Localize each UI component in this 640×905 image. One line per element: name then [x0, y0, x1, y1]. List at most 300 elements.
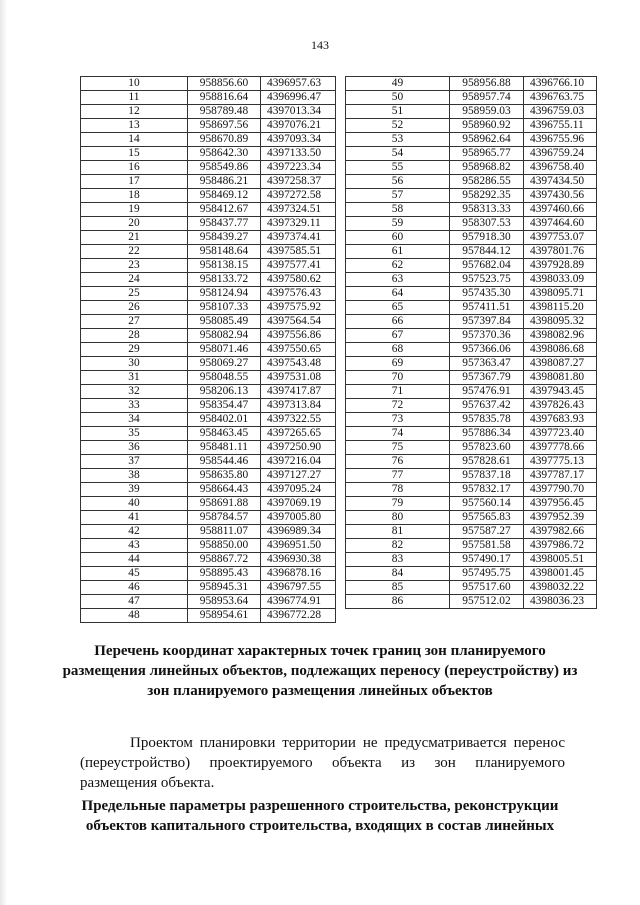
x-coordinate-cell: 957837.18 [450, 469, 524, 483]
x-coordinate-cell: 958148.64 [188, 245, 261, 259]
y-coordinate-cell: 4397543.48 [261, 357, 336, 371]
point-number-cell: 85 [346, 581, 450, 595]
x-coordinate-cell: 957828.61 [450, 455, 524, 469]
table-row [346, 315, 597, 329]
table-row [346, 581, 597, 595]
point-number-cell: 74 [346, 427, 450, 441]
y-coordinate-cell: 4397580.62 [261, 273, 336, 287]
point-number-cell: 55 [346, 161, 450, 175]
point-number-cell: 12 [81, 105, 188, 119]
table-row [81, 455, 336, 469]
y-coordinate-cell: 4396766.10 [524, 77, 597, 91]
table-row [346, 427, 597, 441]
table-row [346, 399, 597, 413]
y-coordinate-cell: 4396878.16 [261, 567, 336, 581]
point-number-cell: 15 [81, 147, 188, 161]
y-coordinate-cell: 4398032.22 [524, 581, 597, 595]
x-coordinate-cell: 957560.14 [450, 497, 524, 511]
x-coordinate-cell: 958082.94 [188, 329, 261, 343]
point-number-cell: 45 [81, 567, 188, 581]
table-row [346, 203, 597, 217]
point-number-cell: 53 [346, 133, 450, 147]
point-number-cell: 72 [346, 399, 450, 413]
y-coordinate-cell: 4397556.86 [261, 329, 336, 343]
x-coordinate-cell: 958960.92 [450, 119, 524, 133]
body-paragraph: Проектом планировки территории не предусматривается перенос (переустройство) проектируемого объекта из зон планируемого размещения объекта. [80, 735, 565, 791]
point-number-cell: 79 [346, 497, 450, 511]
point-number-cell: 49 [346, 77, 450, 91]
y-coordinate-cell: 4397434.50 [524, 175, 597, 189]
y-coordinate-cell: 4397982.66 [524, 525, 597, 539]
y-coordinate-cell: 4397585.51 [261, 245, 336, 259]
table-row [81, 567, 336, 581]
y-coordinate-cell: 4396755.96 [524, 133, 597, 147]
y-coordinate-cell: 4397417.87 [261, 385, 336, 399]
point-number-cell: 10 [81, 77, 188, 91]
x-coordinate-cell: 958138.15 [188, 259, 261, 273]
point-number-cell: 59 [346, 217, 450, 231]
table-row [81, 483, 336, 497]
table-row [346, 553, 597, 567]
x-coordinate-cell: 958048.55 [188, 371, 261, 385]
point-number-cell: 64 [346, 287, 450, 301]
y-coordinate-cell: 4397564.54 [261, 315, 336, 329]
table-row [81, 371, 336, 385]
x-coordinate-cell: 958691.88 [188, 497, 261, 511]
table-row [346, 525, 597, 539]
y-coordinate-cell: 4396989.34 [261, 525, 336, 539]
point-number-cell: 73 [346, 413, 450, 427]
point-number-cell: 77 [346, 469, 450, 483]
table-row [81, 357, 336, 371]
table-row [346, 497, 597, 511]
x-coordinate-cell: 958816.64 [188, 91, 261, 105]
table-row [81, 231, 336, 245]
x-coordinate-cell: 957523.75 [450, 273, 524, 287]
x-coordinate-cell: 957366.06 [450, 343, 524, 357]
y-coordinate-cell: 4398095.71 [524, 287, 597, 301]
point-number-cell: 16 [81, 161, 188, 175]
y-coordinate-cell: 4396957.63 [261, 77, 336, 91]
table-row [346, 357, 597, 371]
x-coordinate-cell: 957411.51 [450, 301, 524, 315]
table-row [81, 553, 336, 567]
x-coordinate-cell: 958811.07 [188, 525, 261, 539]
x-coordinate-cell: 957367.79 [450, 371, 524, 385]
table-row [346, 483, 597, 497]
table-row [81, 203, 336, 217]
y-coordinate-cell: 4397943.45 [524, 385, 597, 399]
y-coordinate-cell: 4397952.39 [524, 511, 597, 525]
y-coordinate-cell: 4397329.11 [261, 217, 336, 231]
y-coordinate-cell: 4397576.43 [261, 287, 336, 301]
table-row [81, 329, 336, 343]
page-edge-shadow [0, 0, 7, 905]
point-number-cell: 76 [346, 455, 450, 469]
table-row [81, 441, 336, 455]
y-coordinate-cell: 4398082.96 [524, 329, 597, 343]
x-coordinate-cell: 958071.46 [188, 343, 261, 357]
point-number-cell: 17 [81, 175, 188, 189]
table-row [81, 525, 336, 539]
point-number-cell: 75 [346, 441, 450, 455]
x-coordinate-cell: 957832.17 [450, 483, 524, 497]
table-row [346, 441, 597, 455]
point-number-cell: 69 [346, 357, 450, 371]
point-number-cell: 50 [346, 91, 450, 105]
point-number-cell: 18 [81, 189, 188, 203]
table-row [81, 315, 336, 329]
x-coordinate-cell: 958286.55 [450, 175, 524, 189]
y-coordinate-cell: 4397322.55 [261, 413, 336, 427]
table-row [81, 91, 336, 105]
y-coordinate-cell: 4398095.32 [524, 315, 597, 329]
point-number-cell: 32 [81, 385, 188, 399]
x-coordinate-cell: 957835.78 [450, 413, 524, 427]
x-coordinate-cell: 958867.72 [188, 553, 261, 567]
point-number-cell: 46 [81, 581, 188, 595]
x-coordinate-cell: 958313.33 [450, 203, 524, 217]
x-coordinate-cell: 958412.67 [188, 203, 261, 217]
table-row [81, 595, 336, 609]
point-number-cell: 19 [81, 203, 188, 217]
limits-heading: Предельные параметры разрешенного строительства, реконструкции объектов капитального строительства, входящих в состав линейных [81, 798, 559, 834]
y-coordinate-cell: 4398087.27 [524, 357, 597, 371]
x-coordinate-cell: 958402.01 [188, 413, 261, 427]
table-row [346, 413, 597, 427]
table-row [81, 511, 336, 525]
point-number-cell: 86 [346, 595, 450, 609]
point-number-cell: 54 [346, 147, 450, 161]
point-number-cell: 42 [81, 525, 188, 539]
point-number-cell: 61 [346, 245, 450, 259]
table-row [81, 385, 336, 399]
table-row [346, 133, 597, 147]
point-number-cell: 39 [81, 483, 188, 497]
x-coordinate-cell: 957435.30 [450, 287, 524, 301]
table-row [81, 105, 336, 119]
x-coordinate-cell: 958697.56 [188, 119, 261, 133]
x-coordinate-cell: 958481.11 [188, 441, 261, 455]
table-row [81, 77, 336, 91]
table-row [81, 217, 336, 231]
x-coordinate-cell: 958959.03 [450, 105, 524, 119]
table-row [346, 189, 597, 203]
table-row [81, 399, 336, 413]
x-coordinate-cell: 958307.53 [450, 217, 524, 231]
x-coordinate-cell: 958957.74 [450, 91, 524, 105]
table-row [346, 161, 597, 175]
table-row [346, 91, 597, 105]
y-coordinate-cell: 4398005.51 [524, 553, 597, 567]
y-coordinate-cell: 4396763.75 [524, 91, 597, 105]
table-row [346, 273, 597, 287]
y-coordinate-cell: 4397069.19 [261, 497, 336, 511]
x-coordinate-cell: 957682.04 [450, 259, 524, 273]
table-row [346, 511, 597, 525]
x-coordinate-cell: 958856.60 [188, 77, 261, 91]
y-coordinate-cell: 4397005.80 [261, 511, 336, 525]
table-row [81, 189, 336, 203]
point-number-cell: 48 [81, 609, 188, 623]
point-number-cell: 23 [81, 259, 188, 273]
point-number-cell: 26 [81, 301, 188, 315]
y-coordinate-cell: 4396951.50 [261, 539, 336, 553]
x-coordinate-cell: 957476.91 [450, 385, 524, 399]
table-row [81, 245, 336, 259]
point-number-cell: 22 [81, 245, 188, 259]
section-heading: Перечень координат характерных точек границ зон планируемого размещения линейных объектов, подлежащих переносу (переустройству) из зон планируемого размещения линейных объектов [62, 643, 578, 699]
x-coordinate-cell: 958437.77 [188, 217, 261, 231]
point-number-cell: 71 [346, 385, 450, 399]
y-coordinate-cell: 4396996.47 [261, 91, 336, 105]
table-row [81, 301, 336, 315]
y-coordinate-cell: 4397575.92 [261, 301, 336, 315]
table-row [81, 175, 336, 189]
y-coordinate-cell: 4396755.11 [524, 119, 597, 133]
x-coordinate-cell: 957397.84 [450, 315, 524, 329]
x-coordinate-cell: 958085.49 [188, 315, 261, 329]
x-coordinate-cell: 958549.86 [188, 161, 261, 175]
point-number-cell: 84 [346, 567, 450, 581]
y-coordinate-cell: 4397778.66 [524, 441, 597, 455]
y-coordinate-cell: 4398001.45 [524, 567, 597, 581]
point-number-cell: 82 [346, 539, 450, 553]
table-row [346, 175, 597, 189]
table-row [346, 385, 597, 399]
table-row [81, 469, 336, 483]
x-coordinate-cell: 958965.77 [450, 147, 524, 161]
y-coordinate-cell: 4397076.21 [261, 119, 336, 133]
x-coordinate-cell: 958463.45 [188, 427, 261, 441]
x-coordinate-cell: 958850.00 [188, 539, 261, 553]
point-number-cell: 65 [346, 301, 450, 315]
table-row [346, 301, 597, 315]
y-coordinate-cell: 4396797.55 [261, 581, 336, 595]
coordinates-table-left [80, 76, 336, 623]
table-row [346, 245, 597, 259]
point-number-cell: 81 [346, 525, 450, 539]
y-coordinate-cell: 4396774.91 [261, 595, 336, 609]
y-coordinate-cell: 4397787.17 [524, 469, 597, 483]
y-coordinate-cell: 4397753.07 [524, 231, 597, 245]
y-coordinate-cell: 4396759.03 [524, 105, 597, 119]
table-row [81, 273, 336, 287]
point-number-cell: 25 [81, 287, 188, 301]
x-coordinate-cell: 958642.30 [188, 147, 261, 161]
x-coordinate-cell: 958945.31 [188, 581, 261, 595]
y-coordinate-cell: 4397550.65 [261, 343, 336, 357]
table-row [346, 287, 597, 301]
point-number-cell: 70 [346, 371, 450, 385]
x-coordinate-cell: 958469.12 [188, 189, 261, 203]
x-coordinate-cell: 958107.33 [188, 301, 261, 315]
y-coordinate-cell: 4397258.37 [261, 175, 336, 189]
table-row [81, 343, 336, 357]
x-coordinate-cell: 958486.21 [188, 175, 261, 189]
table-row [346, 343, 597, 357]
point-number-cell: 51 [346, 105, 450, 119]
point-number-cell: 13 [81, 119, 188, 133]
point-number-cell: 43 [81, 539, 188, 553]
y-coordinate-cell: 4397464.60 [524, 217, 597, 231]
point-number-cell: 34 [81, 413, 188, 427]
x-coordinate-cell: 958124.94 [188, 287, 261, 301]
y-coordinate-cell: 4397250.90 [261, 441, 336, 455]
point-number-cell: 24 [81, 273, 188, 287]
y-coordinate-cell: 4397430.56 [524, 189, 597, 203]
x-coordinate-cell: 957581.58 [450, 539, 524, 553]
table-row [346, 455, 597, 469]
x-coordinate-cell: 957565.83 [450, 511, 524, 525]
y-coordinate-cell: 4397127.27 [261, 469, 336, 483]
x-coordinate-cell: 957517.60 [450, 581, 524, 595]
x-coordinate-cell: 958968.82 [450, 161, 524, 175]
point-number-cell: 60 [346, 231, 450, 245]
y-coordinate-cell: 4397095.24 [261, 483, 336, 497]
y-coordinate-cell: 4398033.09 [524, 273, 597, 287]
table-row [346, 371, 597, 385]
point-number-cell: 37 [81, 455, 188, 469]
y-coordinate-cell: 4396759.24 [524, 147, 597, 161]
y-coordinate-cell: 4398081.80 [524, 371, 597, 385]
y-coordinate-cell: 4397133.50 [261, 147, 336, 161]
y-coordinate-cell: 4397683.93 [524, 413, 597, 427]
x-coordinate-cell: 958206.13 [188, 385, 261, 399]
x-coordinate-cell: 957370.36 [450, 329, 524, 343]
table-row [81, 413, 336, 427]
x-coordinate-cell: 957490.17 [450, 553, 524, 567]
y-coordinate-cell: 4397826.43 [524, 399, 597, 413]
x-coordinate-cell: 957637.42 [450, 399, 524, 413]
y-coordinate-cell: 4397928.89 [524, 259, 597, 273]
x-coordinate-cell: 958635.80 [188, 469, 261, 483]
x-coordinate-cell: 958292.35 [450, 189, 524, 203]
point-number-cell: 38 [81, 469, 188, 483]
table-row [346, 595, 597, 609]
point-number-cell: 57 [346, 189, 450, 203]
y-coordinate-cell: 4396772.28 [261, 609, 336, 623]
y-coordinate-cell: 4398086.68 [524, 343, 597, 357]
point-number-cell: 67 [346, 329, 450, 343]
x-coordinate-cell: 958954.61 [188, 609, 261, 623]
x-coordinate-cell: 958784.57 [188, 511, 261, 525]
table-row [81, 497, 336, 511]
point-number-cell: 62 [346, 259, 450, 273]
table-row [81, 147, 336, 161]
table-row [81, 427, 336, 441]
table-row [346, 231, 597, 245]
y-coordinate-cell: 4397013.34 [261, 105, 336, 119]
table-row [346, 119, 597, 133]
y-coordinate-cell: 4398036.23 [524, 595, 597, 609]
table-row [81, 259, 336, 273]
y-coordinate-cell: 4397460.66 [524, 203, 597, 217]
point-number-cell: 28 [81, 329, 188, 343]
x-coordinate-cell: 957363.47 [450, 357, 524, 371]
y-coordinate-cell: 4397216.04 [261, 455, 336, 469]
point-number-cell: 36 [81, 441, 188, 455]
table-row [346, 567, 597, 581]
table-row [81, 581, 336, 595]
point-number-cell: 20 [81, 217, 188, 231]
x-coordinate-cell: 958069.27 [188, 357, 261, 371]
table-row [346, 77, 597, 91]
x-coordinate-cell: 958439.27 [188, 231, 261, 245]
point-number-cell: 68 [346, 343, 450, 357]
table-row [81, 161, 336, 175]
y-coordinate-cell: 4396930.38 [261, 553, 336, 567]
y-coordinate-cell: 4398115.20 [524, 301, 597, 315]
point-number-cell: 78 [346, 483, 450, 497]
table-row [346, 259, 597, 273]
table-row [81, 539, 336, 553]
point-number-cell: 27 [81, 315, 188, 329]
table-row [81, 609, 336, 623]
y-coordinate-cell: 4397790.70 [524, 483, 597, 497]
x-coordinate-cell: 958670.89 [188, 133, 261, 147]
point-number-cell: 47 [81, 595, 188, 609]
y-coordinate-cell: 4397374.41 [261, 231, 336, 245]
y-coordinate-cell: 4397801.76 [524, 245, 597, 259]
table-row [346, 105, 597, 119]
y-coordinate-cell: 4397223.34 [261, 161, 336, 175]
point-number-cell: 52 [346, 119, 450, 133]
point-number-cell: 41 [81, 511, 188, 525]
point-number-cell: 14 [81, 133, 188, 147]
y-coordinate-cell: 4397956.45 [524, 497, 597, 511]
x-coordinate-cell: 958354.47 [188, 399, 261, 413]
y-coordinate-cell: 4397775.13 [524, 455, 597, 469]
point-number-cell: 40 [81, 497, 188, 511]
point-number-cell: 66 [346, 315, 450, 329]
point-number-cell: 11 [81, 91, 188, 105]
table-row [346, 217, 597, 231]
point-number-cell: 29 [81, 343, 188, 357]
table-row [346, 469, 597, 483]
x-coordinate-cell: 957512.02 [450, 595, 524, 609]
x-coordinate-cell: 958544.46 [188, 455, 261, 469]
point-number-cell: 35 [81, 427, 188, 441]
y-coordinate-cell: 4397313.84 [261, 399, 336, 413]
x-coordinate-cell: 957823.60 [450, 441, 524, 455]
coordinates-table-right [345, 76, 597, 609]
point-number-cell: 33 [81, 399, 188, 413]
point-number-cell: 80 [346, 511, 450, 525]
x-coordinate-cell: 957886.34 [450, 427, 524, 441]
point-number-cell: 30 [81, 357, 188, 371]
point-number-cell: 58 [346, 203, 450, 217]
x-coordinate-cell: 958789.48 [188, 105, 261, 119]
point-number-cell: 44 [81, 553, 188, 567]
y-coordinate-cell: 4397723.40 [524, 427, 597, 441]
y-coordinate-cell: 4397324.51 [261, 203, 336, 217]
point-number-cell: 63 [346, 273, 450, 287]
y-coordinate-cell: 4397531.08 [261, 371, 336, 385]
table-row [346, 329, 597, 343]
x-coordinate-cell: 957495.75 [450, 567, 524, 581]
x-coordinate-cell: 957844.12 [450, 245, 524, 259]
y-coordinate-cell: 4397986.72 [524, 539, 597, 553]
x-coordinate-cell: 958953.64 [188, 595, 261, 609]
x-coordinate-cell: 958133.72 [188, 273, 261, 287]
y-coordinate-cell: 4397265.65 [261, 427, 336, 441]
y-coordinate-cell: 4397093.34 [261, 133, 336, 147]
y-coordinate-cell: 4396758.40 [524, 161, 597, 175]
table-row [346, 147, 597, 161]
y-coordinate-cell: 4397272.58 [261, 189, 336, 203]
point-number-cell: 56 [346, 175, 450, 189]
